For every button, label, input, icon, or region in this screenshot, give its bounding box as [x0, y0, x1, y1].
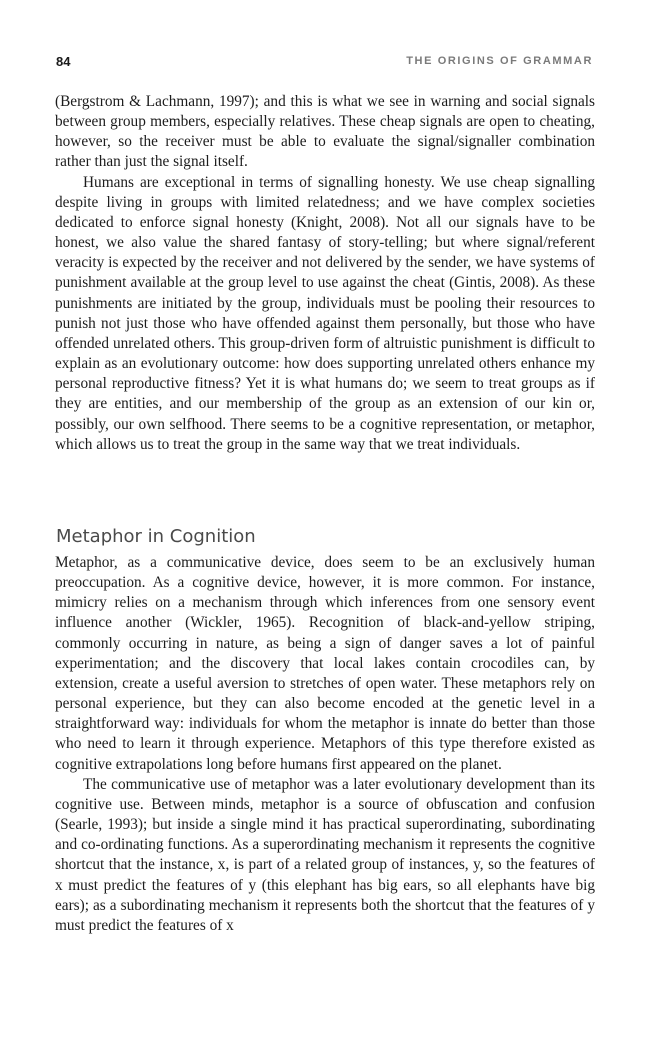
text-block-before-section: [55, 92, 595, 455]
section-body: [55, 553, 595, 936]
running-head: THE ORIGINS OF GRAMMAR: [406, 55, 593, 67]
paragraph-continued: (Bergstrom & Lachmann, 1997); and this is what we see in warning and social signals between group members, especially relatives. These cheap signals are open to cheating, however, so the receiver must be able to evaluate the signal/signaller combination rather than just the signal itself.: [55, 93, 595, 171]
paragraph-signalling-honesty: Humans are exceptional in terms of signalling honesty. We use cheap signalling despite living in groups with limited relatedness; and we have complex societies dedicated to enforce signal honesty (Knight, 2008). Not all our signals have to be honest, we also value the shared fantasy of story-telling; but where signal/referent veracity is expected by the receiver and not delivered by the sender, we have systems of punishment available at the group level to use against the cheat (Gintis, 2008). As these punishments are initiated by the group, individuals must be pooling their resources to punish not just those who have offended against them personally, but those who have offended unrelated others. This group-driven form of altruistic punishment is difficult to explain as an evolutionary outcome: how does supporting unrelated others enhance my personal reproductive fitness? Yet it is what humans do; we seem to treat groups as if they are entities, and our membership of the group as an extension of our kin or, possibly, our own selfhood. There seems to be a cognitive representation, or metaphor, which allows us to treat the group in the same way that we treat individuals.: [55, 173, 595, 453]
paragraph-metaphor-communicative: The communicative use of metaphor was a later evolutionary development than its cognitive use. Between minds, metaphor is a source of obfuscation and confusion (Searle, 1993); but inside a single mind it has practical superordinating, subordinating and co-ordinating functions. As a superordinating mechanism it represents the cognitive shortcut that the instance, x, is part of a related group of instances, y, so the features of x must predict the features of y (this elephant has big ears, so all elephants have big ears); as a subordinating mechanism it represents both the shortcut that the features of y must predict the features of x: [55, 775, 595, 934]
section-heading: Metaphor in Cognition: [56, 526, 256, 547]
page-number: 84: [56, 54, 71, 69]
page-header: [55, 54, 595, 70]
paragraph-metaphor-cognitive: Metaphor, as a communicative device, does seem to be an exclusively human preoccupation. As a cognitive device, however, it is more common. For instance, mimicry relies on a mechanism through which inferences from one sensory event influence another (Wickler, 1965). Recognition of black-and-yellow striping, commonly occurring in nature, as being a sign of danger saves a lot of painful experimentation; and the discovery that local lakes contain crocodiles can, by extension, create a useful aversion to stretches of open water. These metaphors rely on personal experience, but they can also become encoded at the genetic level in a straightforward way: individuals for whom the metaphor is innate do better than those who need to learn it through experience. Metaphors of this type therefore existed as cognitive extrapolations long before humans first appeared on the planet.: [55, 554, 595, 773]
